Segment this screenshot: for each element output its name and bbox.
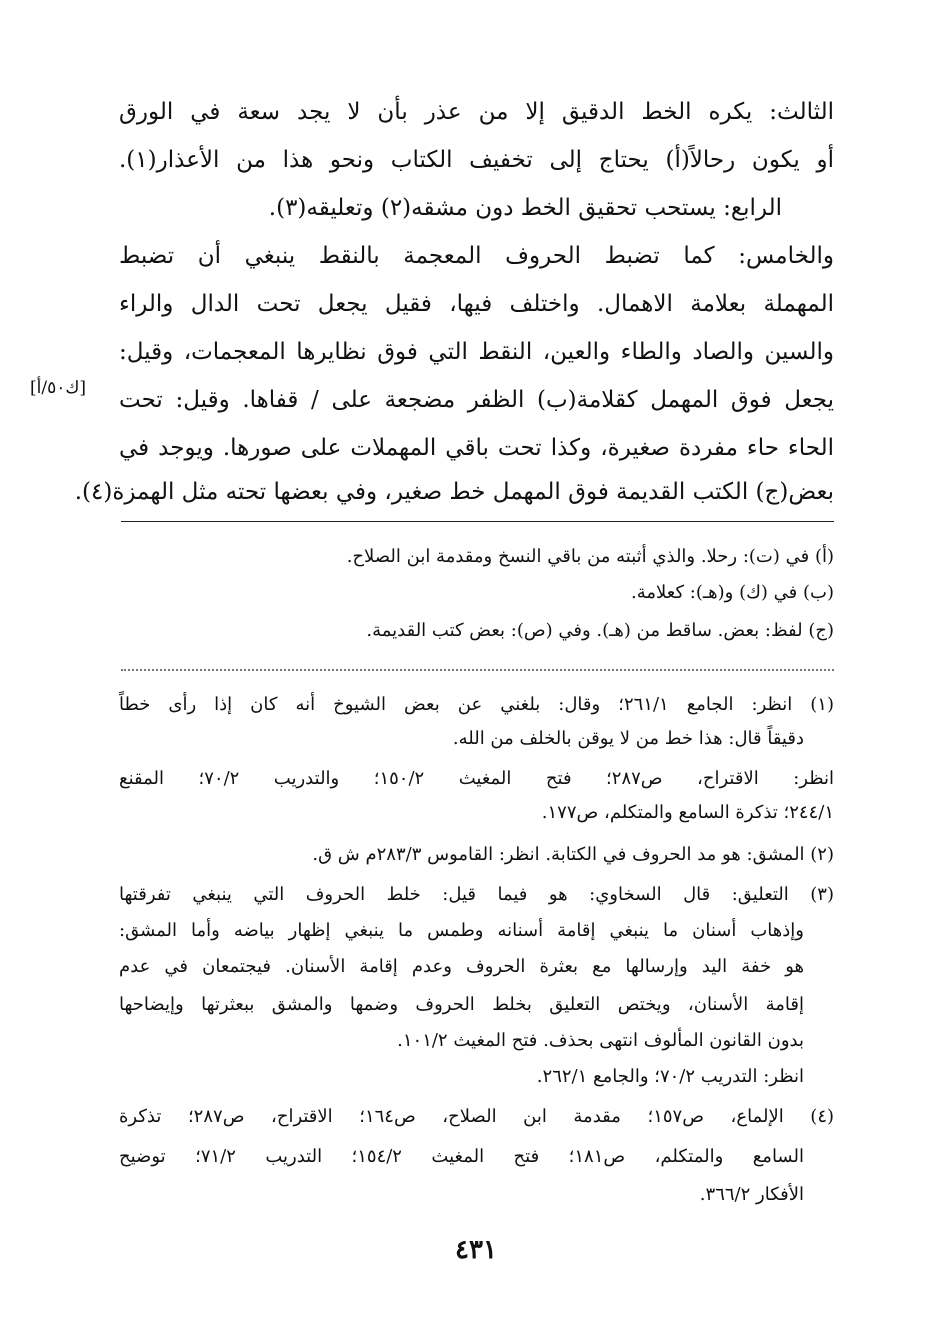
manuscript-folio-ref: [ك٥٠/أ] [30, 378, 87, 398]
footnote-line: (٣) التعليق: قال السخاوي: هو فيما قيل: خلط الحروف التي ينبغي تفرقتها [119, 884, 834, 905]
footnote-line: (١) انظر: الجامع ٢٦١/١؛ وقال: بلغني عن بعض الشيوخ أنه كان إذا رأى خطاً [119, 694, 834, 715]
main-line: الثالث: يكره الخط الدقيق إلا من عذر بأن لا يجد سعة في الورق [119, 99, 834, 125]
footnote-line: إقامة الأسنان، ويختص التعليق بخلط الحروف وضمها والمشق ببعثرتها وإيضاحها [119, 994, 804, 1015]
main-line: والسين والصاد والطاء والعين، النقط التي فوق نظايرها المعجمات، وقيل: [119, 339, 834, 365]
footnote-line: هو خفة اليد وإرسالها مع بعثرة الحروف وعدم إقامة الأسنان. فيجتمعان في عدم [119, 956, 804, 977]
variant-note: (ب) في (ك) و(هـ): كعلامة. [631, 582, 834, 603]
footnote-line: السامع والمتكلم، ص١٨١؛ فتح المغيث ١٥٤/٢؛ التدريب ٧١/٢؛ توضيح [119, 1146, 804, 1167]
main-line: والخامس: كما تضبط الحروف المعجمة بالنقط ينبغي أن تضبط [119, 243, 834, 269]
main-line: بعض(ج) الكتب القديمة فوق المهمل خط صغير، وفي بعضها تحته مثل الهمزة(٤). [74, 479, 834, 505]
footnote-line: بدون القانون المألوف انتهى بحذف. فتح المغيث ١٠١/٢. [397, 1030, 804, 1051]
variant-note: (ج) لفظ: بعض. ساقط من (هـ). وفي (ص): بعض كتب القديمة. [366, 620, 834, 641]
footnote-separator [121, 521, 834, 522]
footnote-line: دقيقاً قال: هذا خط من لا يوقن بالخلف من الله. [452, 728, 804, 749]
main-line: الحاء حاء مفردة صغيرة، وكذا تحت باقي المهملات على صورها. ويوجد في [119, 435, 834, 461]
dotted-separator [121, 669, 834, 671]
main-line: المهملة بعلامة الاهمال. واختلف فيها، فقيل يجعل تحت الدال والراء [119, 291, 834, 317]
main-line: الرابع: يستحب تحقيق الخط دون مشقه(٢) وتعليقه(٣). [268, 195, 782, 221]
footnote-line: وإذهاب أسنان ما ينبغي إقامة أسنانه وطمس ما ينبغي إظهار بياضه وأما المشق: [119, 920, 804, 941]
footnote-line: ٢٤٤/١؛ تذكرة السامع والمتكلم، ص١٧٧. [541, 802, 834, 823]
footnote-line: (٢) المشق: هو مد الحروف في الكتابة. انظر: القاموس ٢٨٣/٣م ش ق. [312, 844, 834, 865]
main-line: يجعل فوق المهمل كقلامة(ب) الظفر مضجعة على / قفاها. وقيل: تحت [119, 387, 834, 413]
page-number: ٤٣١ [455, 1235, 497, 1265]
variant-note: (أ) في (ت): رحلا. والذي أثبته من باقي النسخ ومقدمة ابن الصلاح. [346, 546, 834, 567]
footnote-line: الأفكار ٣٦٦/٢. [699, 1184, 804, 1205]
footnote-line: انظر: التدريب ٧٠/٢؛ والجامع ٢٦٢/١. [536, 1066, 804, 1087]
footnote-line: انظر: الاقتراح، ص٢٨٧؛ فتح المغيث ١٥٠/٢؛ والتدريب ٧٠/٢؛ المقنع [119, 768, 834, 789]
footnote-line: (٤) الإلماع، ص١٥٧؛ مقدمة ابن الصلاح، ص١٦٤؛ الاقتراح، ص٢٨٧؛ تذكرة [119, 1106, 835, 1127]
main-line: أو يكون رحالاً(أ) يحتاج إلى تخفيف الكتاب ونحو هذا من الأعذار(١). [119, 147, 834, 173]
